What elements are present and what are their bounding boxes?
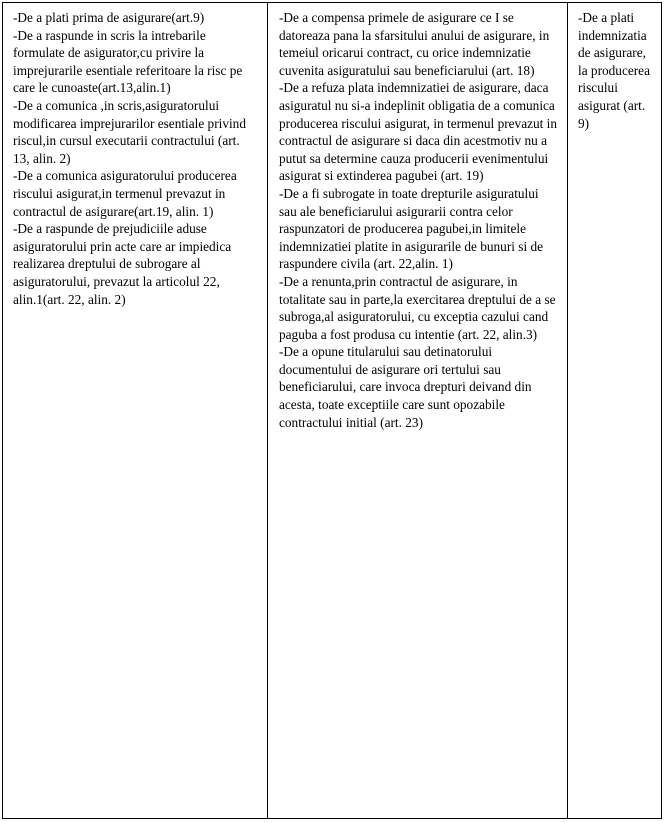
- list-item: -De a raspunde de prejudiciile aduse asiguratorului prin acte care ar impiedica realizarea dreptului de subrogare al asiguratorului, prevazut la articolul 22, alin.1(art. 22, alin. 2): [13, 221, 232, 307]
- list-item: -De a comunica ,in scris,asiguratorului modificarea imprejurarilor esentiale privind riscul,in cursul executarii contractului (art. 13, alin. 2): [13, 97, 246, 166]
- list-item: -De a fi subrogate in toate drepturile asiguratului sau ale beneficiarului asigurarii contra celor raspunzatori de producerea pagubei,in limitele indemnizatiei platite in asigurarile de bunuri si de raspundere civila (art. 22,alin. 1): [279, 185, 544, 272]
- table-cell-column-3: [567, 3, 661, 818]
- list-item: -De a plati indemnizatia de asigurare, la producerea riscului asigurat (art. 9): [578, 10, 650, 131]
- table-cell-column-2: [267, 3, 567, 818]
- list-item: -De a compensa primele de asigurare ce I se datoreaza pana la sfarsitului anului de asigurare, in temeiul oricarui contract, cu orice indemnizatie cuvenita asiguratului sau beneficiarului (art. 18): [279, 10, 550, 78]
- obligations-table: [2, 2, 662, 819]
- list-item: -De a refuza plata indemnizatiei de asigurare, daca asiguratul nu si-a indeplinit obligatia de a comunica producerea riscului asigurat, in termenul prevazut in contractul de asigurare si daca din acestmotiv nu a putut sa determine cauza producerii evenimentului asigurat si extinderea pagubei (art. 19): [279, 80, 558, 184]
- list-item: -De a plati prima de asigurare(art.9): [13, 10, 205, 25]
- list-item: -De a renunta,prin contractul de asigurare, in totalitate sau in parte,la exercitarea dreptului de a se subroga,al asiguratorului, cu exceptia cazului cand paguba a fost produsa cu intentie (art. 22, alin.3): [279, 273, 556, 342]
- list-item: -De a comunica asiguratorului producerea riscului asigurat,in termenul prevazut in contractul de asigurare(art.19, alin. 1): [13, 168, 237, 219]
- list-item: -De a opune titularului sau detinatorului documentului de asigurare ori tertului sau beneficiarului, care invoca drepturi deivand din acesta, toate exceptiile care sunt opozabile contractului initial (art. 23): [279, 344, 532, 430]
- table-cell-column-1: [3, 3, 267, 818]
- list-item: -De a raspunde in scris la intrebarile formulate de asigurator,cu privire la imprejurarile esentiale referitoare la risc pe care le cunoaste(art.13,alin.1): [13, 27, 243, 96]
